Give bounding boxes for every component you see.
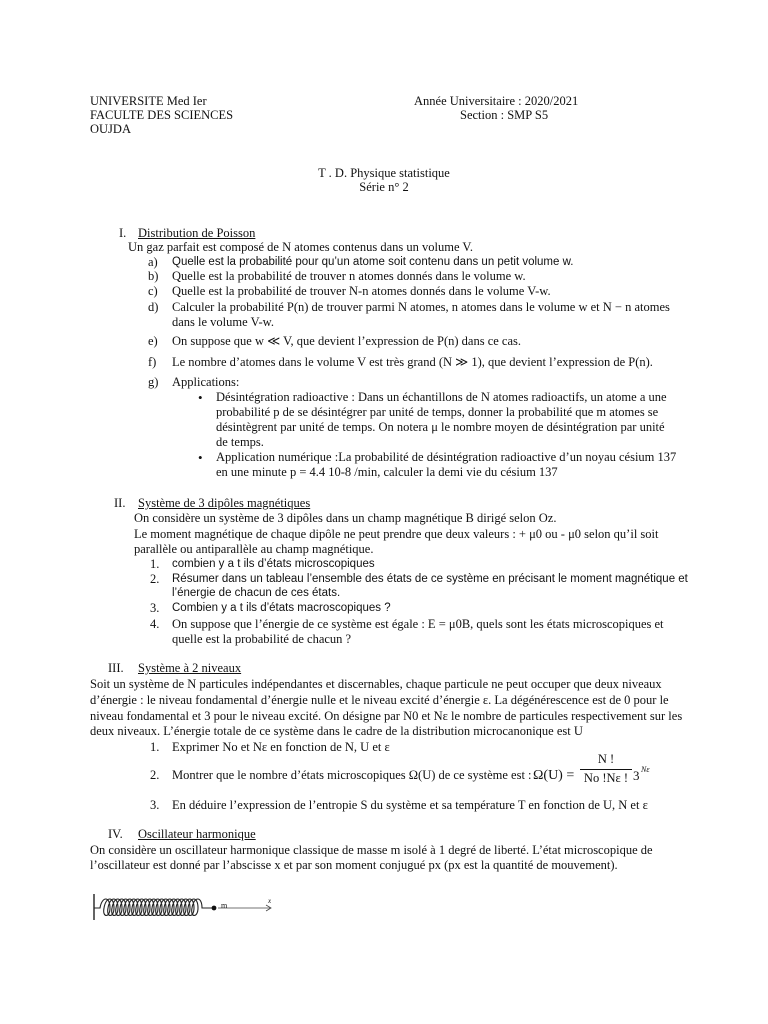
- s2-item-2-label: 2.: [150, 572, 160, 586]
- section-4-heading: Oscillateur harmonique: [138, 827, 256, 841]
- section-1-intro: Un gaz parfait est composé de N atomes contenus dans un volume V.: [128, 240, 473, 254]
- s1-item-e-text: On suppose que w ≪ V, que devient l’expression de P(n) dans ce cas.: [172, 334, 522, 348]
- s1-item-e-label: e): [148, 334, 158, 348]
- x-axis-label: x: [268, 897, 272, 905]
- s3-item-1-text: Exprimer No et Nε en fonction de N, U et ε: [172, 740, 390, 754]
- formula-lhs: Ω(U) =: [533, 768, 575, 783]
- bullet-icon: •: [198, 450, 203, 465]
- s1-item-g-text: Applications:: [172, 375, 240, 389]
- s4-line-2: l’oscillateur est donné par l’abscisse x et par son moment conjugué px (px est la quantité de mouvement).: [90, 858, 618, 872]
- s2-item-2-text-cont: l’énergie de chacun de ces états.: [172, 587, 341, 599]
- formula-numerator: N !: [597, 752, 615, 766]
- s1-item-a-label: a): [148, 255, 158, 269]
- s1-item-f-text: Le nombre d’atomes dans le volume V est très grand (N ≫ 1), que devient l’expression de P(n).: [172, 355, 653, 369]
- s2-item-3-text: Combien y a t ils d’états macroscopiques ?: [172, 602, 391, 614]
- section-1-heading: Distribution de Poisson: [138, 226, 256, 240]
- s1-item-d-label: d): [148, 300, 159, 314]
- formula-denominator: No !Nε !: [583, 771, 629, 785]
- s2-paragraph-1: On considère un système de 3 dipôles dans un champ magnétique B dirigé selon Oz.: [134, 511, 557, 525]
- s1-bullet-1-line-3: désintègrent par unité de temps. On notera μ le nombre moyen de désintégration par unité: [216, 420, 665, 434]
- header-right-line-1: Année Universitaire : 2020/2021: [414, 94, 579, 108]
- s2-item-1-text: combien y a t ils d’états microscopiques: [172, 558, 375, 570]
- mass-icon: [212, 906, 217, 911]
- s3-line-3: niveau fondamental et 3 pour le niveau excité. On désigne par N0 et Nε le nombre de particules respectivement sur les: [90, 709, 683, 723]
- formula-power-base: 3: [633, 768, 640, 783]
- header-left-line-3: OUJDA: [90, 122, 131, 136]
- s1-bullet-1-line-2: probabilité p de se désintégrer par unité de temps, donner la probabilité que m atomes se: [216, 405, 659, 419]
- s2-item-4-label: 4.: [150, 617, 160, 631]
- spring-mass-figure: [88, 888, 278, 924]
- document-title: T . D. Physique statistique: [318, 166, 450, 180]
- s3-item-2-label: 2.: [150, 768, 160, 782]
- s1-bullet-2-line-1: Application numérique :La probabilité de désintégration radioactive d’un noyau césium 137: [216, 450, 677, 464]
- fraction-bar: [580, 769, 632, 770]
- s3-item-1-label: 1.: [150, 740, 160, 754]
- s1-item-f-label: f): [148, 355, 157, 369]
- section-1-number: I.: [119, 226, 127, 240]
- s3-line-1: Soit un système de N particules indépendantes et discernables, chaque particule ne peut occuper que deux niveaux: [90, 677, 662, 691]
- header-right-line-2: Section : SMP S5: [460, 108, 549, 122]
- s2-paragraph-2: Le moment magnétique de chaque dipôle ne peut prendre que deux valeurs : + μ0 ou - μ0 selon qu’il soit: [134, 527, 659, 541]
- s2-item-3-label: 3.: [150, 601, 160, 615]
- s3-line-4: deux niveaux. L’énergie totale de ce système dans le cadre de la distribution microcanonique est U: [90, 724, 583, 738]
- s1-bullet-2-line-2: en une minute p = 4.4 10-8 /min, calculer la demi vie du césium 137: [216, 465, 558, 479]
- formula-fraction: [580, 752, 632, 792]
- bullet-icon: •: [198, 390, 203, 405]
- header-left-line-2: FACULTE DES SCIENCES: [90, 108, 234, 122]
- section-3-number: III.: [108, 661, 124, 675]
- s1-item-b-text: Quelle est la probabilité de trouver n atomes donnés dans le volume w.: [172, 269, 526, 283]
- s1-item-c-label: c): [148, 284, 158, 298]
- s1-item-g-label: g): [148, 375, 159, 389]
- s1-item-c-text: Quelle est la probabilité de trouver N-n atomes donnés dans le volume V-w.: [172, 284, 551, 298]
- section-2-heading: Système de 3 dipôles magnétiques: [138, 496, 311, 510]
- spring-coil-icon: [94, 899, 212, 916]
- formula-exponent: Nε: [641, 765, 650, 774]
- s1-item-a-text: Quelle est la probabilité pour qu’un atome soit contenu dans un petit volume w.: [172, 256, 574, 268]
- s4-line-1: On considère un oscillateur harmonique classique de masse m isolé à 1 degré de liberté. L’état microscopique de: [90, 843, 653, 857]
- s2-item-1-label: 1.: [150, 557, 160, 571]
- s1-bullet-1-line-4: de temps.: [216, 435, 264, 449]
- mass-label: m: [221, 901, 228, 910]
- s1-item-d-text-cont: dans le volume V-w.: [172, 315, 274, 329]
- s1-bullet-1-line-1: Désintégration radioactive : Dans un échantillons de N atomes radioactifs, un atome a une: [216, 390, 667, 404]
- s3-item-3-label: 3.: [150, 798, 160, 812]
- section-4-number: IV.: [108, 827, 123, 841]
- s1-item-b-label: b): [148, 269, 159, 283]
- s3-line-2: d’énergie : le niveau fondamental d’énergie nulle et le niveau excité d’énergie ε. La dégénérescence est de 0 pour le: [90, 693, 669, 707]
- section-3-heading: Système à 2 niveaux: [138, 661, 242, 675]
- document-series: Série n° 2: [359, 180, 409, 194]
- s2-item-4-text-cont: quelle est la probabilité de chacun ?: [172, 632, 352, 646]
- s2-item-2-text: Résumer dans un tableau l’ensemble des états de ce système en précisant le moment magnétique et: [172, 573, 688, 585]
- section-2-number: II.: [114, 496, 126, 510]
- s2-paragraph-3: parallèle ou antiparallèle au champ magnétique.: [134, 542, 374, 556]
- s3-item-3-text: En déduire l’expression de l’entropie S du système et sa température T en fonction de U, N et ε: [172, 798, 648, 812]
- s3-item-2-text: Montrer que le nombre d’états microscopiques Ω(U) de ce système est :: [172, 768, 532, 782]
- s1-item-d-text: Calculer la probabilité P(n) de trouver parmi N atomes, n atomes dans le volume w et N − n atomes: [172, 300, 670, 314]
- s2-item-4-text: On suppose que l’énergie de ce système est égale : E = μ0B, quels sont les états microscopiques et: [172, 617, 664, 631]
- header-left-line-1: UNIVERSITE Med Ier: [90, 94, 207, 108]
